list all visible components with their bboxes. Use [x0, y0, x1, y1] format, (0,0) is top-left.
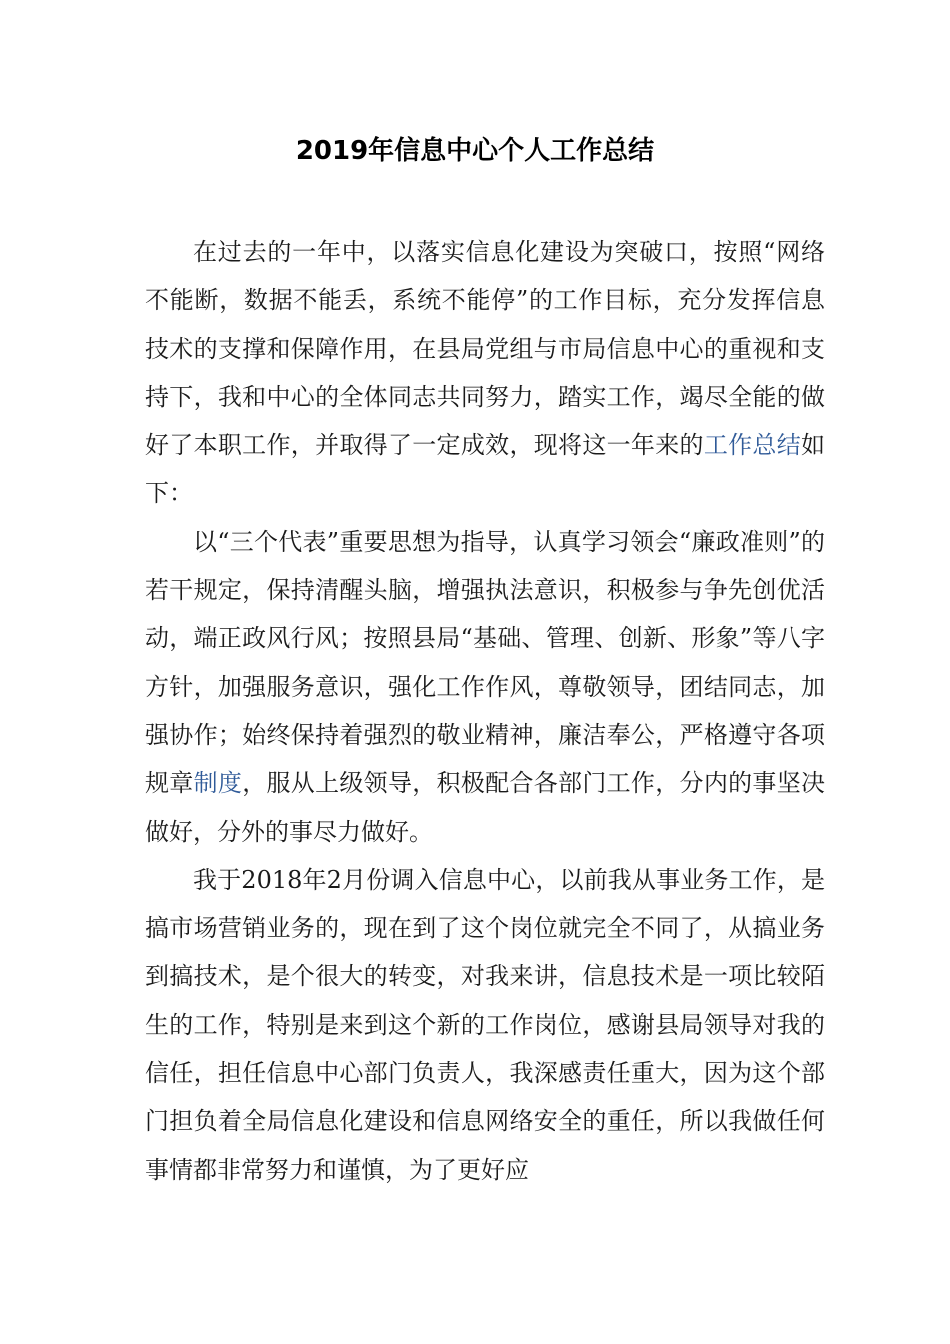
document-body — [145, 228, 825, 1194]
work-summary-link[interactable]: 工作总结 — [703, 431, 802, 460]
regulations-link[interactable]: 制度 — [193, 769, 243, 798]
paragraph-intro — [145, 228, 825, 518]
paragraph-text: 在过去的一年中，以落实信息化建设为突破口，按照“网络不能断，数据不能丢，系统不能停”的工作目标，充分发挥信息技术的支撑和保障作用，在县局党组与市局信息中心的重视和支持下，我和中心的全体同志共同努力，踏实工作，竭尽全能的做好了本职工作，并取得了一定成效，现将这一年来的 — [145, 238, 825, 460]
paragraph-text: 如下： — [145, 431, 826, 508]
page-title: 2019年信息中心个人工作总结 — [295, 136, 655, 166]
paragraph-text: 我于2018年2月份调入信息中心，以前我从事业务工作，是搞市场营销业务的，现在到了这个岗位就完全不同了，从搞业务到搞技术，是个很大的转变，对我来讲，信息技术是一项比较陌生的工作，特别是来到这个新的工作岗位，感谢县局领导对我的信任，担任信息中心部门负责人，我深感责任重大，因为这个部门担负着全局信息化建设和信息网络安全的重任，所以我做任何事情都非常努力和谨慎，为了更好应 — [145, 865, 825, 1184]
paragraph-text: 以“三个代表”重要思想为指导，认真学习领会“廉政准则”的若干规定，保持清醒头脑，增强执法意识，积极参与争先创优活动，端正政风行风；按照县局“基础、管理、创新、形象”等八字方针，加强服务意识，强化工作作风，尊敬领导，团结同志，加强协作；始终保持着强烈的敬业精神，廉洁奉公，严格遵守各项规章 — [145, 527, 825, 798]
paragraph-conduct — [145, 518, 825, 856]
paragraph-background — [145, 856, 825, 1194]
paragraph-text: ，服从上级领导，积极配合各部门工作，分内的事坚决做好，分外的事尽力做好。 — [145, 769, 826, 846]
